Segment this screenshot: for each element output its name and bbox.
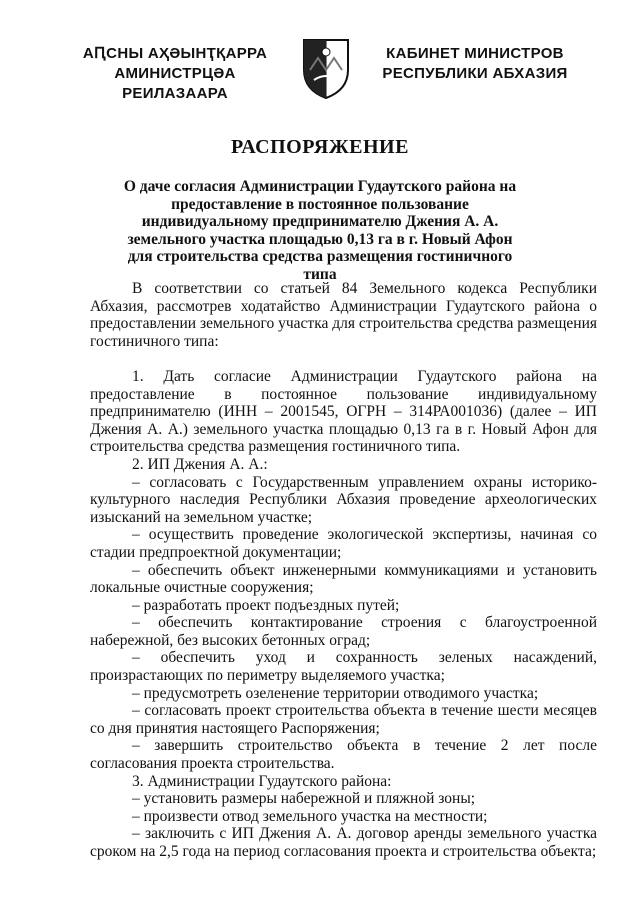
letterhead-abkhaz (60, 44, 290, 104)
letterhead-russian-line2: РЕСПУБЛИКИ АБХАЗИЯ (382, 65, 568, 82)
letterhead-abkhaz-line1: АԤСНЫ АҲӘЫНҬҚАРРА (82, 45, 268, 62)
document-title: РАСПОРЯЖЕНИЕ (231, 136, 409, 158)
paragraph-1: 1. Дать согласие Администрации Гудаутского района на предоставление в постоянное пользование индивидуальному предпринимателю (ИНН – 2001545, ОГРН – 314РА001036) (далее – ИП Джения А. А.) земельного участка площадью 0,13 га в г. Новый Афон для строительства средства размещения гостиничного типа. (90, 367, 597, 456)
list-item: – обеспечить уход и сохранность зеленых насаждений, произрастающих по периметру выделяемого участка; (90, 649, 597, 685)
list-item: – согласовать с Государственным управлением охраны историко-культурного наследия Республики Абхазия проведение археологических изысканий на земельном участке; (90, 473, 597, 526)
preamble: В соответствии со статьей 84 Земельного кодекса Республики Абхазия, рассмотрев ходатайство Администрации Гудаутского района о предоставлении земельного участка для строительства средства размещения гостиничного типа: (90, 280, 597, 350)
spacer (90, 350, 597, 368)
letterhead-russian (360, 44, 590, 84)
letterhead (0, 36, 640, 106)
list-item: – осуществить проведение экологической экспертизы, начиная со стадии предпроектной документации; (90, 526, 597, 561)
list-item: – завершить строительство объекта в течение 2 лет после согласования проекта строительства. (90, 737, 597, 773)
list-item: – согласовать проект строительства объекта в течение шести месяцев со дня принятия настоящего Распоряжения; (90, 702, 597, 737)
letterhead-russian-line1: КАБИНЕТ МИНИСТРОВ (386, 45, 564, 62)
list-item: – разработать проект подъездных путей; (132, 596, 400, 614)
document-body (90, 280, 597, 861)
document-subject: О даче согласия Администрации Гудаутского района на предоставление в постоянное пользование индивидуальному предпринимателю Джения А. А. земельного участка площадью 0,13 га в г. Новый Афон для строительства средства размещения гостиничного типа (123, 178, 517, 283)
paragraph-3: 3. Администрации Гудаутского района: (132, 772, 392, 790)
state-emblem-icon (300, 36, 352, 100)
letterhead-abkhaz-line2: АМИНИСТРЦӘА РЕИЛАЗААРА (114, 65, 236, 102)
list-item: – обеспечить объект инженерными коммуникациями и установить локальные очистные сооружения; (90, 561, 597, 597)
list-item: – заключить с ИП Джения А. А. договор аренды земельного участка сроком на 2,5 года на период согласования проекта и строительства объекта; (90, 825, 597, 860)
list-item: – произвести отвод земельного участка на местности; (132, 807, 488, 825)
list-item: – обеспечить контактирование строения с благоустроенной набережной, без высоких бетонных оград; (90, 614, 597, 649)
list-item: – установить размеры набережной и пляжной зоны; (132, 790, 476, 808)
paragraph-2: 2. ИП Джения А. А.: (132, 455, 268, 473)
list-item: – предусмотреть озеленение территории отводимого участка; (132, 684, 539, 702)
